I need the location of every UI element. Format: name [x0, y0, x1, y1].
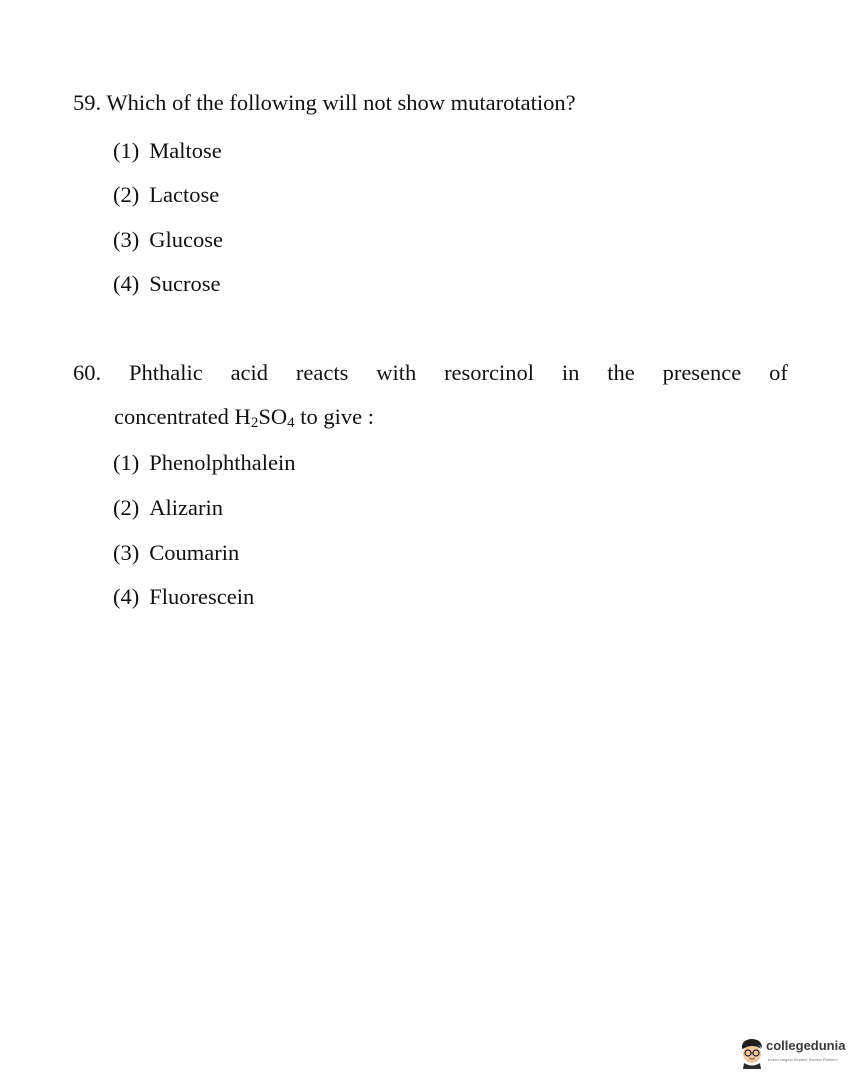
question-59-stem — [73, 92, 576, 115]
question-59-text: Which of the following will not show mutarotation? — [106, 90, 576, 115]
question-60-option-2: (2) Alizarin — [113, 495, 223, 520]
question-59-option-3: (3) Glucose — [113, 227, 223, 252]
logo-tagline: India's largest Student Review Platform — [768, 1057, 838, 1062]
question-60-number: 60. — [73, 360, 102, 385]
question-60-stem-line-2: concentrated $H_2SO_4$ to give : — [114, 404, 374, 431]
question-60-option-1: (1) Phenolphthalein — [113, 450, 296, 475]
question-59-option-4: (4) Sucrose — [113, 271, 221, 296]
question-59-option-1: (1) Maltose — [113, 138, 222, 163]
mascot-icon — [738, 1037, 766, 1069]
question-59-option-2: (2) Lactose — [113, 182, 220, 207]
question-60-stem-line-1: 60. Phthalic acid reacts with resorcinol in the presence of — [73, 360, 788, 385]
question-60-option-3: (3) Coumarin — [113, 540, 240, 565]
question-59-number: 59. — [73, 90, 102, 115]
question-60-option-4: (4) Fluorescein — [113, 584, 255, 609]
logo-brand-text: collegedunia — [766, 1038, 846, 1053]
collegedunia-logo — [738, 1032, 858, 1072]
